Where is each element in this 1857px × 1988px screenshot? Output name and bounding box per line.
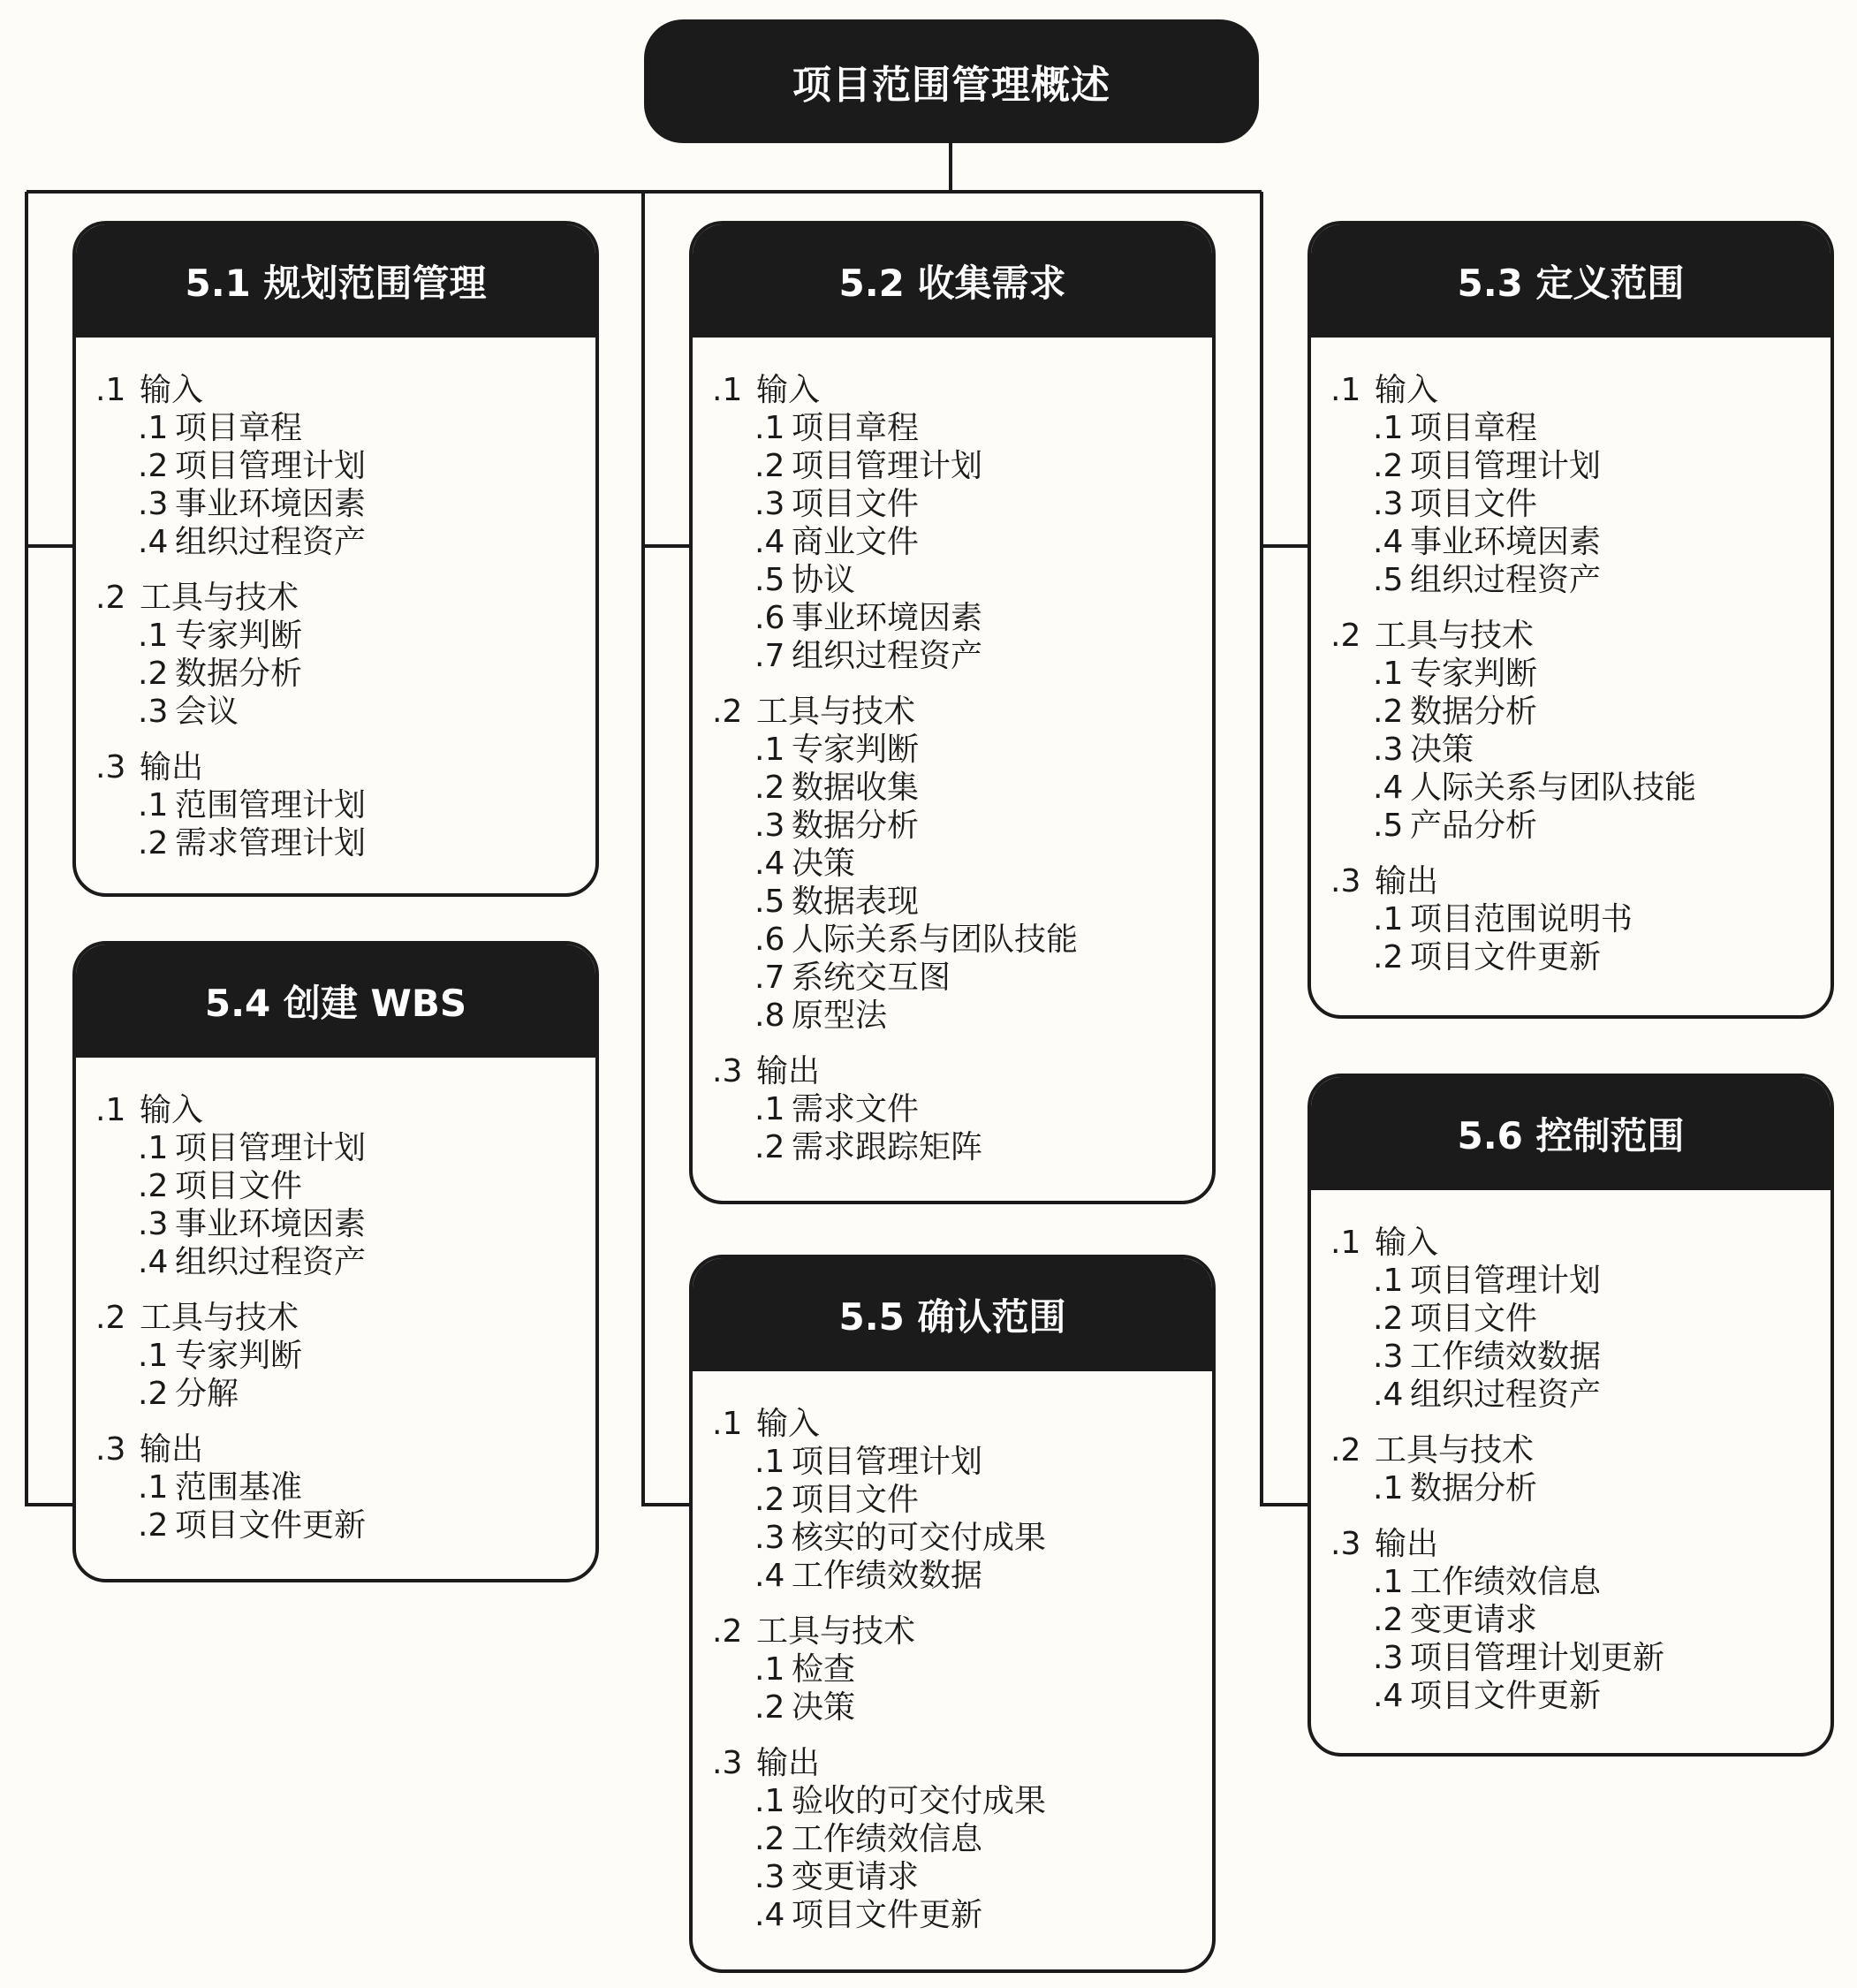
item-label: 组织过程资产 bbox=[792, 638, 983, 674]
list-item bbox=[95, 1129, 595, 1167]
item-label: 系统交互图 bbox=[792, 960, 951, 996]
list-item bbox=[95, 617, 595, 655]
section-heading bbox=[1330, 1431, 1830, 1469]
list-item bbox=[95, 1375, 595, 1413]
item-number: .2 bbox=[1373, 694, 1404, 730]
item-label: 变更请求 bbox=[1410, 1602, 1538, 1638]
process-body bbox=[1311, 338, 1830, 976]
item-number: .2 bbox=[138, 1168, 169, 1204]
section-heading bbox=[712, 1744, 1212, 1782]
list-item bbox=[712, 409, 1212, 447]
item-label: 需求跟踪矩阵 bbox=[792, 1129, 983, 1165]
section-number: .1 bbox=[95, 1092, 126, 1128]
item-label: 数据表现 bbox=[792, 884, 920, 920]
section-heading bbox=[95, 1430, 595, 1468]
item-number: .1 bbox=[754, 732, 785, 768]
section-tools bbox=[95, 579, 595, 731]
list-item bbox=[1330, 693, 1830, 731]
section-outputs bbox=[95, 1430, 595, 1544]
section-heading bbox=[1330, 371, 1830, 409]
item-label: 组织过程资产 bbox=[175, 524, 367, 560]
list-item bbox=[712, 1481, 1212, 1519]
item-number: .3 bbox=[754, 1859, 785, 1895]
section-outputs bbox=[1330, 862, 1830, 976]
section-heading bbox=[1330, 1525, 1830, 1563]
list-item bbox=[712, 447, 1212, 485]
item-number: .4 bbox=[138, 1244, 169, 1280]
item-label: 专家判断 bbox=[1410, 656, 1538, 692]
item-number: .3 bbox=[1373, 732, 1404, 768]
item-number: .2 bbox=[1373, 939, 1404, 975]
list-item bbox=[712, 1090, 1212, 1128]
process-card bbox=[1307, 221, 1834, 1019]
section-inputs bbox=[95, 371, 595, 561]
item-number: .6 bbox=[754, 600, 785, 636]
item-label: 数据分析 bbox=[1410, 694, 1538, 730]
list-item bbox=[1330, 523, 1830, 561]
section-label: 输出 bbox=[140, 1431, 204, 1468]
section-heading bbox=[712, 1612, 1212, 1650]
list-item bbox=[1330, 485, 1830, 523]
item-number: .3 bbox=[138, 694, 169, 730]
list-item bbox=[1330, 900, 1830, 938]
section-heading bbox=[95, 1091, 595, 1129]
item-label: 决策 bbox=[1410, 732, 1474, 768]
item-label: 专家判断 bbox=[792, 732, 920, 768]
process-title: 5.4 创建 WBS bbox=[76, 945, 595, 1058]
list-item bbox=[1330, 1639, 1830, 1677]
item-label: 项目管理计划更新 bbox=[1410, 1640, 1665, 1676]
item-label: 项目文件 bbox=[1410, 1301, 1538, 1337]
list-item bbox=[95, 485, 595, 523]
overview-title-box bbox=[644, 19, 1259, 143]
section-tools bbox=[712, 1612, 1212, 1726]
item-number: .2 bbox=[138, 656, 169, 692]
section-number: .3 bbox=[1330, 863, 1361, 899]
list-item bbox=[712, 921, 1212, 959]
item-label: 项目文件 bbox=[792, 486, 920, 522]
list-item bbox=[95, 693, 595, 731]
item-number: .1 bbox=[1373, 1263, 1404, 1299]
section-number: .1 bbox=[1330, 1225, 1361, 1261]
section-number: .1 bbox=[712, 372, 743, 408]
item-number: .3 bbox=[754, 808, 785, 844]
process-card bbox=[72, 221, 599, 897]
process-title: 5.3 定义范围 bbox=[1311, 224, 1830, 338]
list-item bbox=[1330, 655, 1830, 693]
section-label: 输出 bbox=[1375, 1526, 1439, 1562]
item-number: .7 bbox=[754, 638, 785, 674]
item-number: .2 bbox=[754, 770, 785, 806]
process-card bbox=[689, 221, 1216, 1204]
item-number: .2 bbox=[754, 448, 785, 484]
item-label: 分解 bbox=[175, 1376, 239, 1412]
section-number: .2 bbox=[95, 1300, 126, 1336]
item-label: 人际关系与团队技能 bbox=[1410, 770, 1697, 806]
item-label: 范围基准 bbox=[175, 1469, 303, 1506]
process-card bbox=[1307, 1074, 1834, 1757]
list-item bbox=[712, 1858, 1212, 1896]
list-item bbox=[1330, 561, 1830, 599]
item-number: .2 bbox=[138, 1376, 169, 1412]
item-number: .4 bbox=[1373, 1678, 1404, 1714]
section-label: 工具与技术 bbox=[140, 580, 299, 616]
section-heading bbox=[1330, 862, 1830, 900]
item-label: 项目文件更新 bbox=[1410, 1678, 1602, 1714]
item-number: .1 bbox=[138, 787, 169, 823]
list-item bbox=[1330, 1469, 1830, 1507]
list-item bbox=[712, 845, 1212, 883]
section-outputs bbox=[1330, 1525, 1830, 1715]
process-title: 5.2 收集需求 bbox=[693, 224, 1212, 338]
section-number: .1 bbox=[1330, 372, 1361, 408]
process-card bbox=[72, 941, 599, 1582]
item-number: .5 bbox=[1373, 562, 1404, 598]
item-label: 商业文件 bbox=[792, 524, 920, 560]
section-number: .2 bbox=[1330, 1432, 1361, 1468]
section-label: 工具与技术 bbox=[140, 1300, 299, 1336]
item-number: .1 bbox=[138, 1338, 169, 1374]
item-label: 项目文件 bbox=[175, 1168, 303, 1204]
item-label: 项目管理计划 bbox=[792, 448, 983, 484]
section-label: 输出 bbox=[1375, 863, 1439, 899]
item-label: 验收的可交付成果 bbox=[792, 1783, 1047, 1819]
item-number: .1 bbox=[754, 410, 785, 446]
list-item bbox=[712, 1820, 1212, 1858]
item-number: .3 bbox=[138, 1206, 169, 1242]
process-title: 5.6 控制范围 bbox=[1311, 1077, 1830, 1190]
item-label: 核实的可交付成果 bbox=[792, 1520, 1047, 1556]
item-label: 组织过程资产 bbox=[175, 1244, 367, 1280]
item-number: .2 bbox=[1373, 1602, 1404, 1638]
item-label: 项目章程 bbox=[792, 410, 920, 446]
item-label: 数据分析 bbox=[792, 808, 920, 844]
list-item bbox=[712, 523, 1212, 561]
section-number: .1 bbox=[712, 1406, 743, 1442]
list-item bbox=[712, 1688, 1212, 1726]
item-number: .1 bbox=[754, 1091, 785, 1127]
list-item bbox=[95, 523, 595, 561]
item-label: 组织过程资产 bbox=[1410, 1377, 1602, 1413]
section-label: 输入 bbox=[140, 372, 204, 408]
item-number: .2 bbox=[138, 825, 169, 861]
item-number: .1 bbox=[1373, 1470, 1404, 1506]
item-label: 项目章程 bbox=[175, 410, 303, 446]
list-item bbox=[1330, 769, 1830, 807]
list-item bbox=[95, 1468, 595, 1506]
list-item bbox=[95, 1243, 595, 1281]
process-title: 5.1 规划范围管理 bbox=[76, 224, 595, 338]
item-number: .1 bbox=[754, 1783, 785, 1819]
list-item bbox=[712, 561, 1212, 599]
section-label: 输入 bbox=[756, 1406, 821, 1442]
section-number: .2 bbox=[1330, 618, 1361, 654]
list-item bbox=[1330, 447, 1830, 485]
item-label: 工作绩效信息 bbox=[792, 1821, 983, 1857]
list-item bbox=[712, 599, 1212, 637]
list-item bbox=[95, 1205, 595, 1243]
section-inputs bbox=[712, 1405, 1212, 1595]
list-item bbox=[712, 1782, 1212, 1820]
item-number: .3 bbox=[1373, 486, 1404, 522]
item-label: 项目管理计划 bbox=[1410, 1263, 1602, 1299]
item-number: .1 bbox=[1373, 1564, 1404, 1600]
item-number: .4 bbox=[754, 1897, 785, 1933]
section-label: 输出 bbox=[756, 1745, 821, 1781]
item-label: 决策 bbox=[792, 1689, 856, 1726]
section-heading bbox=[95, 1299, 595, 1337]
item-label: 项目章程 bbox=[1410, 410, 1538, 446]
item-label: 事业环境因素 bbox=[175, 1206, 367, 1242]
section-number: .3 bbox=[1330, 1526, 1361, 1562]
item-number: .1 bbox=[754, 1444, 785, 1480]
item-label: 数据收集 bbox=[792, 770, 920, 806]
section-heading bbox=[712, 1405, 1212, 1443]
item-label: 决策 bbox=[792, 846, 856, 882]
item-number: .5 bbox=[754, 884, 785, 920]
list-item bbox=[1330, 1338, 1830, 1376]
list-item bbox=[1330, 1376, 1830, 1414]
section-label: 输入 bbox=[140, 1092, 204, 1128]
list-item bbox=[1330, 731, 1830, 769]
item-label: 范围管理计划 bbox=[175, 787, 367, 823]
item-label: 项目文件 bbox=[1410, 486, 1538, 522]
item-label: 专家判断 bbox=[175, 618, 303, 654]
item-number: .1 bbox=[138, 410, 169, 446]
item-number: .2 bbox=[138, 1507, 169, 1544]
overview-title: 项目范围管理概述 bbox=[792, 63, 1110, 108]
list-item bbox=[712, 1896, 1212, 1934]
section-label: 输出 bbox=[756, 1053, 821, 1089]
item-number: .8 bbox=[754, 998, 785, 1034]
item-number: .1 bbox=[138, 618, 169, 654]
section-label: 工具与技术 bbox=[756, 694, 916, 730]
process-body bbox=[1311, 1190, 1830, 1715]
item-number: .4 bbox=[1373, 770, 1404, 806]
section-number: .3 bbox=[712, 1053, 743, 1089]
list-item bbox=[712, 1128, 1212, 1166]
section-label: 输入 bbox=[756, 372, 821, 408]
item-label: 需求文件 bbox=[792, 1091, 920, 1127]
section-number: .2 bbox=[712, 1613, 743, 1650]
section-inputs bbox=[95, 1091, 595, 1281]
item-number: .4 bbox=[1373, 1377, 1404, 1413]
list-item bbox=[1330, 1300, 1830, 1338]
item-number: .1 bbox=[1373, 901, 1404, 937]
item-number: .1 bbox=[1373, 410, 1404, 446]
item-label: 检查 bbox=[792, 1651, 856, 1688]
list-item bbox=[712, 1443, 1212, 1481]
section-number: .2 bbox=[95, 580, 126, 616]
process-body bbox=[76, 338, 595, 862]
item-label: 组织过程资产 bbox=[1410, 562, 1602, 598]
item-number: .1 bbox=[1373, 656, 1404, 692]
section-inputs bbox=[712, 371, 1212, 675]
section-label: 输出 bbox=[140, 749, 204, 785]
item-label: 原型法 bbox=[792, 998, 888, 1034]
item-number: .4 bbox=[754, 524, 785, 560]
item-number: .5 bbox=[1373, 808, 1404, 844]
section-heading bbox=[95, 748, 595, 786]
list-item bbox=[95, 409, 595, 447]
item-number: .1 bbox=[138, 1469, 169, 1506]
item-number: .1 bbox=[138, 1130, 169, 1166]
list-item bbox=[712, 807, 1212, 845]
section-tools bbox=[95, 1299, 595, 1413]
list-item bbox=[712, 1557, 1212, 1595]
list-item bbox=[712, 883, 1212, 921]
section-heading bbox=[712, 693, 1212, 731]
list-item bbox=[712, 1519, 1212, 1557]
list-item bbox=[1330, 807, 1830, 845]
item-number: .4 bbox=[754, 1558, 785, 1594]
process-card bbox=[689, 1255, 1216, 1973]
item-label: 事业环境因素 bbox=[1410, 524, 1602, 560]
section-heading bbox=[95, 579, 595, 617]
process-body bbox=[76, 1058, 595, 1544]
item-label: 数据分析 bbox=[1410, 1470, 1538, 1506]
list-item bbox=[1330, 409, 1830, 447]
list-item bbox=[1330, 1563, 1830, 1601]
section-inputs bbox=[1330, 371, 1830, 599]
item-number: .2 bbox=[754, 1129, 785, 1165]
list-item bbox=[1330, 1262, 1830, 1300]
item-number: .2 bbox=[138, 448, 169, 484]
item-label: 事业环境因素 bbox=[175, 486, 367, 522]
list-item bbox=[712, 485, 1212, 523]
item-number: .4 bbox=[1373, 524, 1404, 560]
list-item bbox=[712, 997, 1212, 1035]
item-label: 人际关系与团队技能 bbox=[792, 922, 1079, 958]
section-heading bbox=[1330, 1224, 1830, 1262]
section-tools bbox=[1330, 1431, 1830, 1507]
item-number: .3 bbox=[754, 1520, 785, 1556]
item-label: 产品分析 bbox=[1410, 808, 1538, 844]
item-label: 项目文件 bbox=[792, 1482, 920, 1518]
section-number: .3 bbox=[95, 1431, 126, 1468]
list-item bbox=[95, 1167, 595, 1205]
section-heading bbox=[712, 371, 1212, 409]
list-item bbox=[95, 655, 595, 693]
item-number: .7 bbox=[754, 960, 785, 996]
item-label: 协议 bbox=[792, 562, 856, 598]
item-label: 项目范围说明书 bbox=[1410, 901, 1633, 937]
item-number: .3 bbox=[1373, 1640, 1404, 1676]
item-label: 工作绩效数据 bbox=[792, 1558, 983, 1594]
list-item bbox=[95, 786, 595, 824]
list-item bbox=[95, 824, 595, 862]
section-label: 工具与技术 bbox=[1375, 618, 1535, 654]
item-number: .3 bbox=[754, 486, 785, 522]
list-item bbox=[712, 769, 1212, 807]
section-number: .3 bbox=[712, 1745, 743, 1781]
item-number: .2 bbox=[1373, 448, 1404, 484]
section-label: 工具与技术 bbox=[1375, 1432, 1535, 1468]
list-item bbox=[1330, 1677, 1830, 1715]
process-body bbox=[693, 1371, 1212, 1934]
item-label: 工作绩效信息 bbox=[1410, 1564, 1602, 1600]
list-item bbox=[712, 731, 1212, 769]
section-label: 输入 bbox=[1375, 372, 1439, 408]
item-number: .4 bbox=[138, 524, 169, 560]
list-item bbox=[1330, 1601, 1830, 1639]
section-heading bbox=[712, 1052, 1212, 1090]
list-item bbox=[95, 1506, 595, 1544]
item-number: .2 bbox=[754, 1689, 785, 1726]
item-number: .2 bbox=[1373, 1301, 1404, 1337]
list-item bbox=[95, 1337, 595, 1375]
process-title: 5.5 确认范围 bbox=[693, 1258, 1212, 1371]
section-heading bbox=[1330, 617, 1830, 655]
section-number: .2 bbox=[712, 694, 743, 730]
section-number: .3 bbox=[95, 749, 126, 785]
item-label: 专家判断 bbox=[175, 1338, 303, 1374]
list-item bbox=[1330, 938, 1830, 976]
item-number: .5 bbox=[754, 562, 785, 598]
item-label: 事业环境因素 bbox=[792, 600, 983, 636]
item-label: 项目管理计划 bbox=[175, 1130, 367, 1166]
list-item bbox=[95, 447, 595, 485]
section-tools bbox=[712, 693, 1212, 1035]
section-tools bbox=[1330, 617, 1830, 845]
item-label: 工作绩效数据 bbox=[1410, 1339, 1602, 1375]
item-number: .2 bbox=[754, 1821, 785, 1857]
item-number: .1 bbox=[754, 1651, 785, 1688]
section-outputs bbox=[712, 1744, 1212, 1934]
process-body bbox=[693, 338, 1212, 1166]
section-outputs bbox=[95, 748, 595, 862]
section-number: .1 bbox=[95, 372, 126, 408]
list-item bbox=[712, 959, 1212, 997]
item-label: 项目文件更新 bbox=[175, 1507, 367, 1544]
item-label: 项目文件更新 bbox=[1410, 939, 1602, 975]
item-label: 需求管理计划 bbox=[175, 825, 367, 861]
section-label: 输入 bbox=[1375, 1225, 1439, 1261]
section-heading bbox=[95, 371, 595, 409]
list-item bbox=[712, 637, 1212, 675]
item-label: 数据分析 bbox=[175, 656, 303, 692]
item-number: .2 bbox=[754, 1482, 785, 1518]
section-inputs bbox=[1330, 1224, 1830, 1414]
item-label: 项目管理计划 bbox=[792, 1444, 983, 1480]
section-label: 工具与技术 bbox=[756, 1613, 916, 1650]
item-number: .4 bbox=[754, 846, 785, 882]
list-item bbox=[712, 1650, 1212, 1688]
item-label: 项目文件更新 bbox=[792, 1897, 983, 1933]
item-number: .6 bbox=[754, 922, 785, 958]
item-number: .3 bbox=[1373, 1339, 1404, 1375]
item-number: .3 bbox=[138, 486, 169, 522]
item-label: 变更请求 bbox=[792, 1859, 920, 1895]
item-label: 项目管理计划 bbox=[1410, 448, 1602, 484]
item-label: 会议 bbox=[175, 694, 239, 730]
section-outputs bbox=[712, 1052, 1212, 1166]
item-label: 项目管理计划 bbox=[175, 448, 367, 484]
